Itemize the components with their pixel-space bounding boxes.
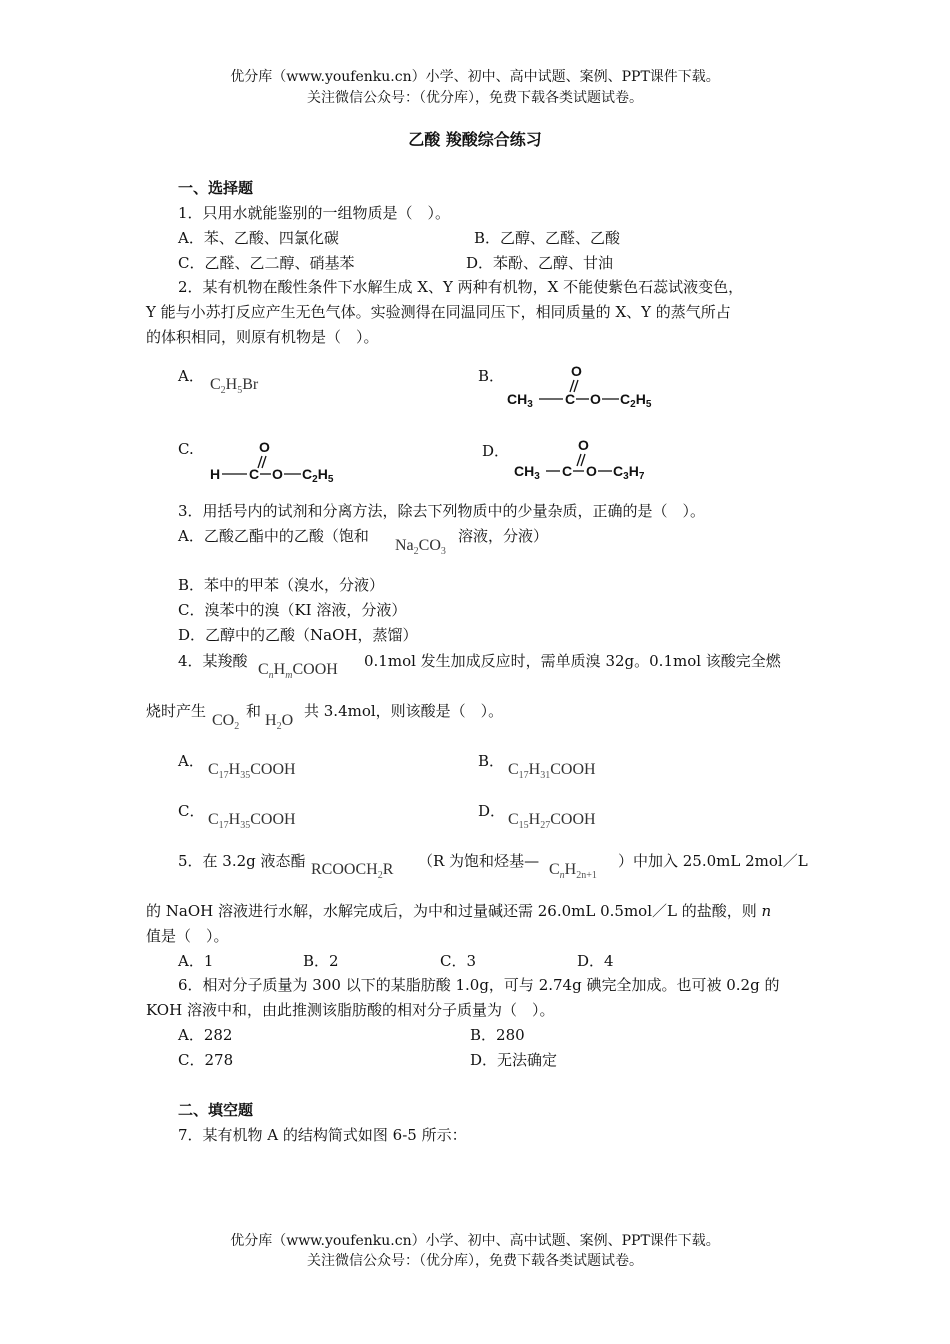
q6-option-d: D．无法确定	[470, 1051, 558, 1069]
q3-option-d: D．乙醇中的乙酸（NaOH，蒸馏）	[178, 626, 418, 644]
q3-option-c: C．溴苯中的溴（KI 溶液，分液）	[178, 601, 407, 619]
carbonyl-oxygen: O	[259, 439, 270, 455]
q4-line2-prefix: 烧时产生	[146, 702, 207, 720]
carbonyl-oxygen: O	[578, 437, 589, 453]
q4-option-c-formula: $C_{17}H_{35}COOH$	[208, 811, 296, 832]
q4-line2-suffix: 共 3.4mol，则该酸是（ ）。	[304, 702, 504, 720]
q4-option-b-formula: $C_{17}H_{31}COOH$	[508, 761, 596, 782]
q1-option-b: B．乙醇、乙醛、乙酸	[474, 229, 621, 247]
q5-line2: 的 NaOH 溶液进行水解，水解完成后，为中和过量碱还需 26.0mL 0.5mol／L 的盐酸，则 n	[146, 902, 772, 920]
q3-option-a-formula: $Na_2CO_3$	[395, 537, 446, 558]
ethyl-group: $C_2H_5$	[302, 466, 334, 485]
q5-alkyl-formula: $C_nH_{2n+1}$	[549, 861, 597, 882]
q2-option-a-formula: $C_2H_5Br$	[210, 376, 259, 397]
q5-line3: 值是（ ）。	[146, 927, 229, 945]
methyl-group: $CH_3$	[507, 391, 533, 410]
carbon-atom: C	[562, 463, 573, 479]
page-title: 乙酸 羧酸综合练习	[408, 130, 542, 149]
section-choice-heading: 一、选择题	[178, 179, 254, 197]
footer-line-1: 优分库（www.youfenku.cn）小学、初中、高中试题、案例、PPT课件下载。	[230, 1233, 720, 1249]
q4-h2o-formula: $H_2O$	[265, 712, 294, 733]
q5-option-b: B．2	[303, 952, 339, 970]
q6-stem-line-2: KOH 溶液中和，由此推测该脂肪酸的相对分子质量为（ ）。	[146, 1001, 555, 1019]
q2-stem-line-1: 2．某有机物在酸性条件下水解生成 X、Y 两种有机物，X 不能使紫色石蕊试液变色，	[178, 278, 744, 296]
q5-option-a: A．1	[178, 952, 214, 970]
q2-stem-line-2: Y 能与小苏打反应产生无色气体。实验测得在同温同压下，相同质量的 X、Y 的蒸气所占	[146, 303, 731, 321]
ester-oxygen: O	[590, 391, 601, 407]
q2-option-b-label: B．	[478, 367, 505, 385]
q4-option-c-label: C．	[178, 802, 205, 820]
q5-option-d: D．4	[577, 952, 614, 970]
carbon-atom: C	[249, 466, 260, 482]
q2-option-c-structure	[207, 434, 347, 486]
q4-option-a-label: A．	[178, 752, 204, 770]
q5-stem-middle: （R 为饱和烃基—	[418, 852, 540, 870]
q5-variable-n: n	[761, 902, 772, 920]
q4-option-d-label: D．	[478, 802, 506, 820]
q1-stem: 1．只用水就能鉴别的一组物质是（ ）。	[178, 204, 451, 222]
q2-option-d-label: D．	[482, 442, 510, 460]
carbon-atom: C	[565, 391, 576, 407]
q3-option-b: B．苯中的甲苯（溴水，分液）	[178, 576, 385, 594]
ethyl-group: $C_2H_5$	[620, 391, 652, 410]
q4-option-a-formula: $C_{17}H_{35}COOH$	[208, 761, 296, 782]
ester-oxygen: O	[272, 466, 283, 482]
hydrogen-atom: H	[210, 466, 221, 482]
q4-stem-prefix: 4．某羧酸	[178, 652, 248, 670]
q2-option-d-structure	[512, 432, 662, 484]
q5-option-c: C．3	[440, 952, 477, 970]
q7-stem: 7．某有机物 A 的结构简式如图 6-5 所示：	[178, 1126, 467, 1144]
carbonyl-oxygen: O	[571, 363, 582, 379]
q4-acid-formula: $C_nH_mCOOH$	[258, 661, 338, 682]
q3-option-a-suffix: 溶液，分液）	[458, 527, 549, 545]
q4-option-b-label: B．	[478, 752, 505, 770]
q3-option-a-prefix: A．乙酸乙酯中的乙酸（饱和	[178, 527, 369, 545]
q6-option-c: C．278	[178, 1051, 234, 1069]
propyl-group: $C_3H_7$	[613, 463, 645, 482]
q4-stem-suffix: 0.1mol 发生加成反应时，需单质溴 32g。0.1mol 该酸完全燃	[364, 652, 781, 670]
q1-option-c: C．乙醛、乙二醇、硝基苯	[178, 254, 355, 272]
q3-stem: 3．用括号内的试剂和分离方法，除去下列物质中的少量杂质，正确的是（ ）。	[178, 502, 706, 520]
q6-stem-line-1: 6．相对分子质量为 300 以下的某脂肪酸 1.0g，可与 2.74g 碘完全加成。也可被 0.2g 的	[178, 976, 780, 994]
q1-option-a: A．苯、乙酸、四氯化碳	[178, 229, 339, 247]
header-line-2: 关注微信公众号：（优分库），免费下载各类试题试卷。	[307, 90, 643, 106]
header-line-1: 优分库（www.youfenku.cn）小学、初中、高中试题、案例、PPT课件下载。	[230, 69, 720, 85]
q6-option-a: A．282	[178, 1026, 233, 1044]
q2-option-a-label: A．	[178, 367, 204, 385]
q6-option-b: B．280	[470, 1026, 525, 1044]
footer-line-2: 关注微信公众号：（优分库），免费下载各类试题试卷。	[307, 1253, 643, 1269]
q5-stem-prefix: 5．在 3.2g 液态酯	[178, 852, 306, 870]
q1-option-d: D．苯酚、乙醇、甘油	[466, 254, 614, 272]
ester-oxygen: O	[586, 463, 597, 479]
q4-option-d-formula: $C_{15}H_{27}COOH$	[508, 811, 596, 832]
q4-co2-formula: $CO_2$	[212, 712, 240, 733]
section-fill-heading: 二、填空题	[178, 1101, 254, 1119]
q4-and: 和	[246, 702, 262, 720]
q2-stem-line-3: 的体积相同，则原有机物是（ ）。	[146, 328, 379, 346]
q2-option-c-label: C.	[178, 440, 194, 458]
q5-stem-suffix: ）中加入 25.0mL 2mol／L	[618, 852, 808, 870]
q2-option-b-structure	[505, 360, 655, 412]
methyl-group: $CH_3$	[514, 463, 540, 482]
q5-ester-formula: $RCOOCH_2R$	[311, 861, 394, 882]
